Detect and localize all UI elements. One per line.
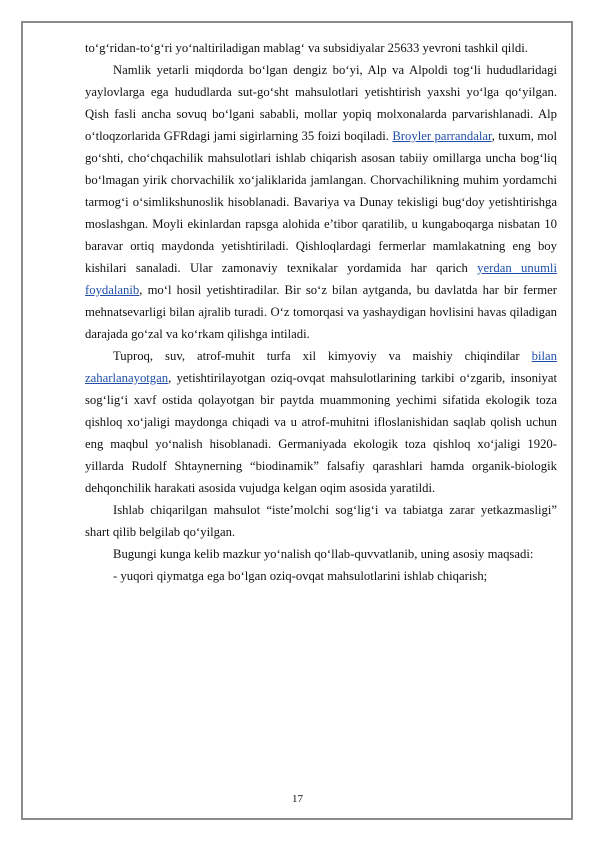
paragraph-5: Bugungi kunga kelib mazkur yo‘nalish qo‘llab-quvvatlanib, uning asosiy maqsadi:	[113, 547, 534, 561]
link-yerdan-unumli-foydalanib[interactable]: yerdan unumli foydalanib	[85, 261, 557, 297]
link-broyler-parrandalar[interactable]: Broyler parrandalar	[392, 129, 492, 143]
page-number: 17	[292, 793, 303, 805]
paragraph-2: Namlik yetarli miqdorda bo‘lgan dengiz bo‘yi, Alp va Alpoldi tog‘li hududlaridagi yaylovlarga ega hududlarda sut-go‘sht mahsulotlari yetishtirish yaxshi yo‘lga qo‘yilgan. Qish fasli ancha sovuq bo‘lgani sababli, mollar yopiq molxonalarda parvarishlanadi. Alp o‘tloqzorlarida GFRdagi jami sigirlarning 35 foizi boqiladi. Broyler parrandalar, tuxum, mol go‘shti, cho‘chqachilik mahsulotlari ishlab chiqarish asosan tabiiy omillarga uncha bog‘liq bo‘lmagan yirik chorvachilik xo‘jaliklarida jamlangan. Chorvachilikning muhim yordamchi tarmog‘i o‘simlikshunoslik hisoblanadi. Bavariya va Dunay tekisligi bug‘doy yetishtirishga moslashgan. Moyli ekinlardan rapsga alohida e’tibor qaratilib, u kungaboqarga nisbatan 10 baravar ortiq maydonda yetishtiriladi. Qishloqlardagi fermerlar mamlakatning eng boy kishilari sanaladi. Ular zamonaviy texnikalar yordamida har qarich yerdan unumli foydalanib, mo‘l hosil yetishtiradilar. Bir so‘z bilan aytganda, bu davlatda har bir fermer mehnatsevarligi bilan ajralib turadi. O‘z tomorqasi va yashaydigan hovlisini havas qiladigan darajada go‘zal va ko‘rkam qilishga intiladi.	[85, 63, 557, 341]
paragraph-1: to‘g‘ridan-to‘g‘ri yo‘naltiriladigan mablag‘ va subsidiyalar 25633 yevroni tashkil qildi.	[85, 41, 528, 55]
document-body	[85, 37, 557, 587]
paragraph-4: Ishlab chiqarilgan mahsulot “iste’molchi sog‘lig‘i va tabiatga zarar yetkazmasligi” shart qilib belgilab qo‘yilgan.	[85, 503, 557, 539]
paragraph-6: - yuqori qiymatga ega bo‘lgan oziq-ovqat mahsulotlarini ishlab chiqarish;	[113, 569, 488, 583]
link-bilan-zaharlanayotgan[interactable]: bilan zaharlanayotgan	[85, 349, 557, 385]
paragraph-3: Tuproq, suv, atrof-muhit turfa xil kimyoviy va maishiy chiqindilar bilan zaharlanayotgan, yetishtirilayotgan oziq-ovqat mahsulotlarining tarkibi o‘zgarib, insoniyat sog‘lig‘i xavf ostida qolayotgan bir paytda muammoning yechimi sifatida ekologik toza qishloq xo‘jaligi maydonga chiqadi va u atrof-muhitni ifloslanishidan saqlab qolish uchun eng maqbul yo‘nalish hisoblanadi. Germaniyada ekologik toza qishloq xo‘jaligi 1920-yillarda Rudolf Shtaynerning “biodinamik” falsafiy qarashlari hamda organik-biologik dehqonchilik harakati asosida vujudga kelgan oqim asosida yaratildi.	[85, 349, 557, 495]
